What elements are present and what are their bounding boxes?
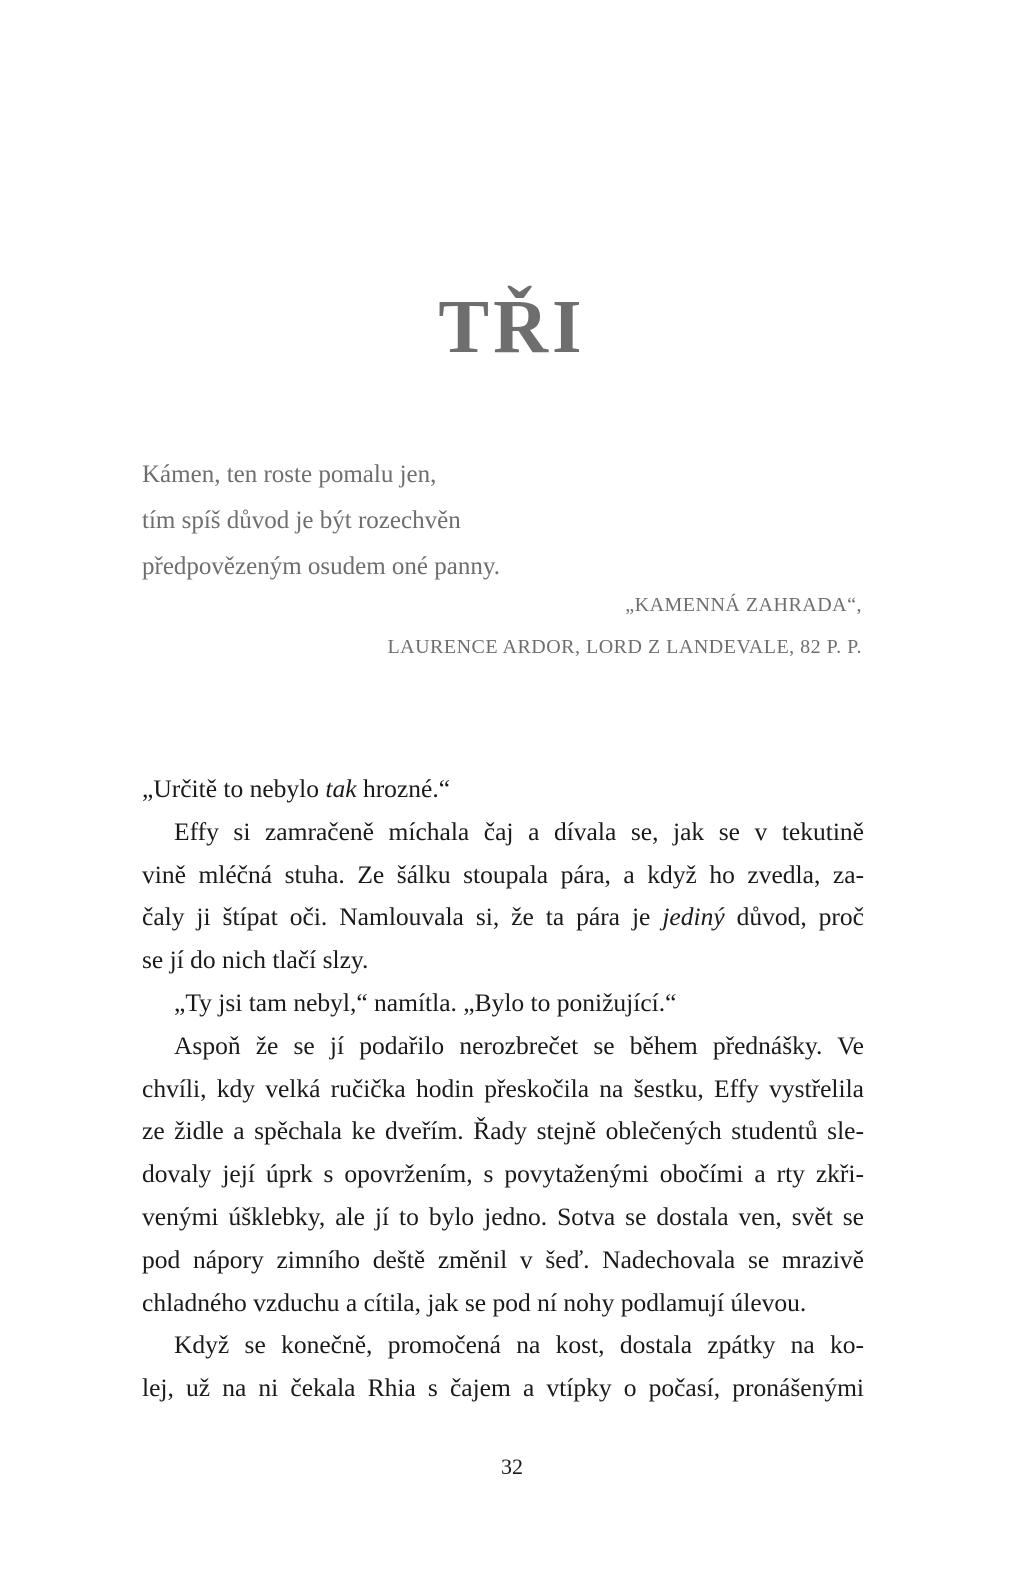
epigraph (142, 452, 872, 590)
body-line (142, 768, 864, 811)
body-line: Když se konečně, promočená na kost, dostala zpátky na ko- (174, 1330, 864, 1360)
epigraph-source-title: „KAMENNÁ ZAHRADA“, (625, 594, 862, 616)
body-line: lej, už na ni čekala Rhia s čajem a vtípky o počasí, pronášenými (142, 1373, 864, 1403)
body-text-run: důvod, proč (724, 902, 864, 932)
body-text-run: čaly ji štípat oči. Namlouvala si, že ta pára je (142, 902, 663, 932)
body-line: pod nápory zimního deště změnil v šeď. Nadechovala se mrazivě (142, 1244, 864, 1274)
body-line: ze židle a spěchala ke dveřím. Řady stejně oblečených studentů sle- (142, 1116, 864, 1146)
body-text-run: hrozné.“ (356, 774, 451, 803)
epigraph-line: tím spíš důvod je být rozechvěn (142, 507, 461, 534)
body-text-run: „Určitě to nebylo (142, 774, 326, 803)
body-line: se jí do nich tlačí slzy. (142, 945, 369, 975)
epigraph-line: Kámen, ten roste pomalu jen, (142, 461, 437, 488)
body-line: Effy si zamračeně míchala čaj a dívala se, jak se v tekutině (174, 816, 864, 846)
body-line (142, 896, 864, 939)
body-line: Aspoň že se jí podařilo nerozbrečet se během přednášky. Ve (174, 1030, 864, 1060)
body-line: chvíli, kdy velká ručička hodin přeskočila na šestku, Effy vystřelila (142, 1073, 864, 1103)
body-line: „Ty jsi tam nebyl,“ namítla. „Bylo to ponižující.“ (174, 987, 677, 1017)
page-number: 32 (501, 1454, 523, 1479)
epigraph-line: předpovězeným osudem oné panny. (142, 553, 500, 580)
body-line: venými úšklebky, ale jí to bylo jedno. Sotva se dostala ven, svět se (142, 1201, 864, 1231)
body-line: chladného vzduchu a cítila, jak se pod ní nohy podlamují úlevou. (142, 1287, 807, 1317)
epigraph-source-author: LAURENCE ARDOR, LORD Z LANDEVALE, 82 P. P. (387, 636, 862, 658)
body-emphasis: jediný (662, 902, 725, 932)
body-line: vině mléčná stuha. Ze šálku stoupala pára, a když ho zvedla, za- (142, 859, 864, 889)
chapter-title: TŘI (438, 285, 586, 369)
body-line: dovaly její úprk s opovržením, s povytaženými obočími a rty zkři- (142, 1159, 864, 1189)
body-text (142, 768, 864, 1410)
body-emphasis: tak (325, 774, 357, 803)
